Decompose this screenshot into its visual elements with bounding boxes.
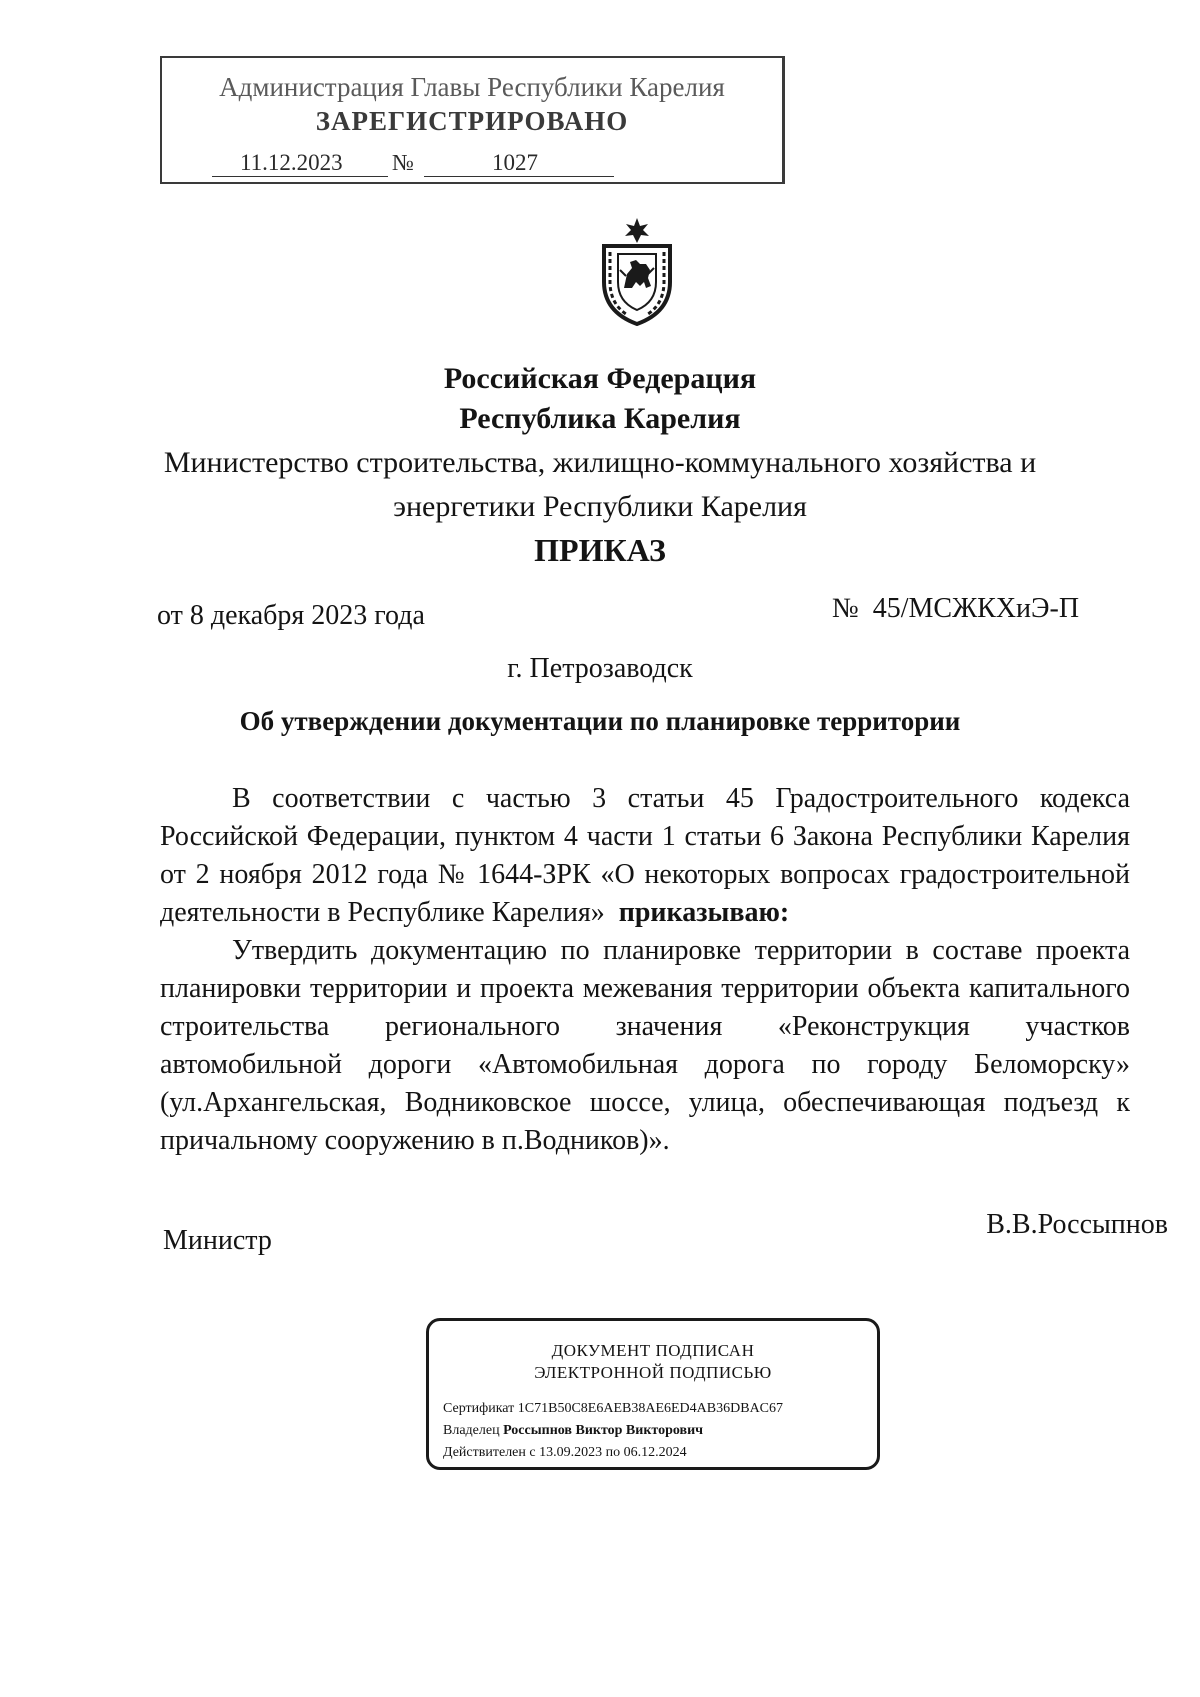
registration-stamp [160,56,785,184]
registration-number-underline [424,176,614,177]
e-signature-valid-to: 06.12.2024 [623,1445,687,1460]
registration-date-underline [212,176,388,177]
header-ministry-line1: Министерство строительства, жилищно-коммунального хозяйства и [163,446,1037,479]
e-signature-owner-label: Владелец [443,1423,500,1438]
e-signature-valid-to-label: по [605,1445,621,1460]
paragraph2-line: Утвердить документацию по планировке территории в составе проекта [232,935,1130,966]
registration-number: 1027 [492,150,538,175]
registration-number-sign: № [392,150,414,175]
paragraph2-line: автомобильной дороги «Автомобильная дорога по городу Беломорску» [160,1049,1130,1080]
signatory-name: В.В.Россыпнов [986,1209,1168,1240]
paragraph2-line: строительства регионального значения «Реконструкция участков [160,1011,1130,1042]
electronic-signature-stamp [426,1318,880,1470]
order-date: от 8 декабря 2023 года [157,600,425,631]
paragraph2-line: (ул.Архангельская, Водниковское шоссе, улица, обеспечивающая подъезд к [160,1087,1130,1118]
paragraph1-line: от 2 ноября 2012 года № 1644-ЗРК «О некоторых вопросах градостроительной [160,859,1130,890]
paragraph1-emphasis: приказываю: [618,897,790,928]
header-ministry-line2: энергетики Республики Карелия [393,490,807,523]
paragraph2-line: планировки территории и проекта межевания территории объекта капитального [160,973,1130,1004]
e-signature-certificate-row [443,1401,783,1417]
signatory-position: Министр [163,1225,272,1256]
order-subject-title: Об утверждении документации по планировке территории [239,706,961,736]
order-number: № 45/МСЖКХиЭ-П [832,593,1080,624]
e-signature-valid-from-label: с [529,1445,536,1460]
registration-stamp-status: ЗАРЕГИСТРИРОВАНО [315,106,629,136]
e-signature-certificate-label: Сертификат [443,1401,515,1416]
paragraph1-last-line [160,894,789,932]
e-signature-valid-from: 13.09.2023 [539,1445,603,1460]
registration-stamp-authority: Администрация Главы Республики Карелия [219,72,725,102]
header-republic: Республика Карелия [459,402,741,435]
document-type-title: ПРИКАЗ [534,532,666,568]
e-signature-owner-row [443,1423,703,1439]
e-signature-certificate: 1C71B50C8E6AEB38AE6ED4AB36DBAC67 [517,1401,784,1416]
e-signature-owner: Россыпнов Виктор Викторович [503,1423,704,1438]
header-country: Российская Федерация [443,362,757,395]
karelia-coat-of-arms-icon [596,216,678,326]
e-signature-title-line2: ЭЛЕКТРОННОЙ ПОДПИСЬЮ [534,1363,772,1382]
paragraph1-last-text: деятельности в Республике Карелия» [160,897,605,928]
paragraph1-line: Российской Федерации, пунктом 4 части 1 статьи 6 Закона Республики Карелия [160,821,1130,852]
e-signature-title-line1: ДОКУМЕНТ ПОДПИСАН [551,1341,755,1360]
e-signature-validity-row [443,1445,687,1461]
paragraph2-last-line: причальному сооружению в п.Водников)». [160,1125,670,1156]
paragraph1-line: В соответствии с частью 3 статьи 45 Градостроительного кодекса [232,783,1130,814]
registration-date: 11.12.2023 [240,150,343,175]
e-signature-valid-label: Действителен [443,1445,526,1460]
order-city: г. Петрозаводск [507,653,693,684]
